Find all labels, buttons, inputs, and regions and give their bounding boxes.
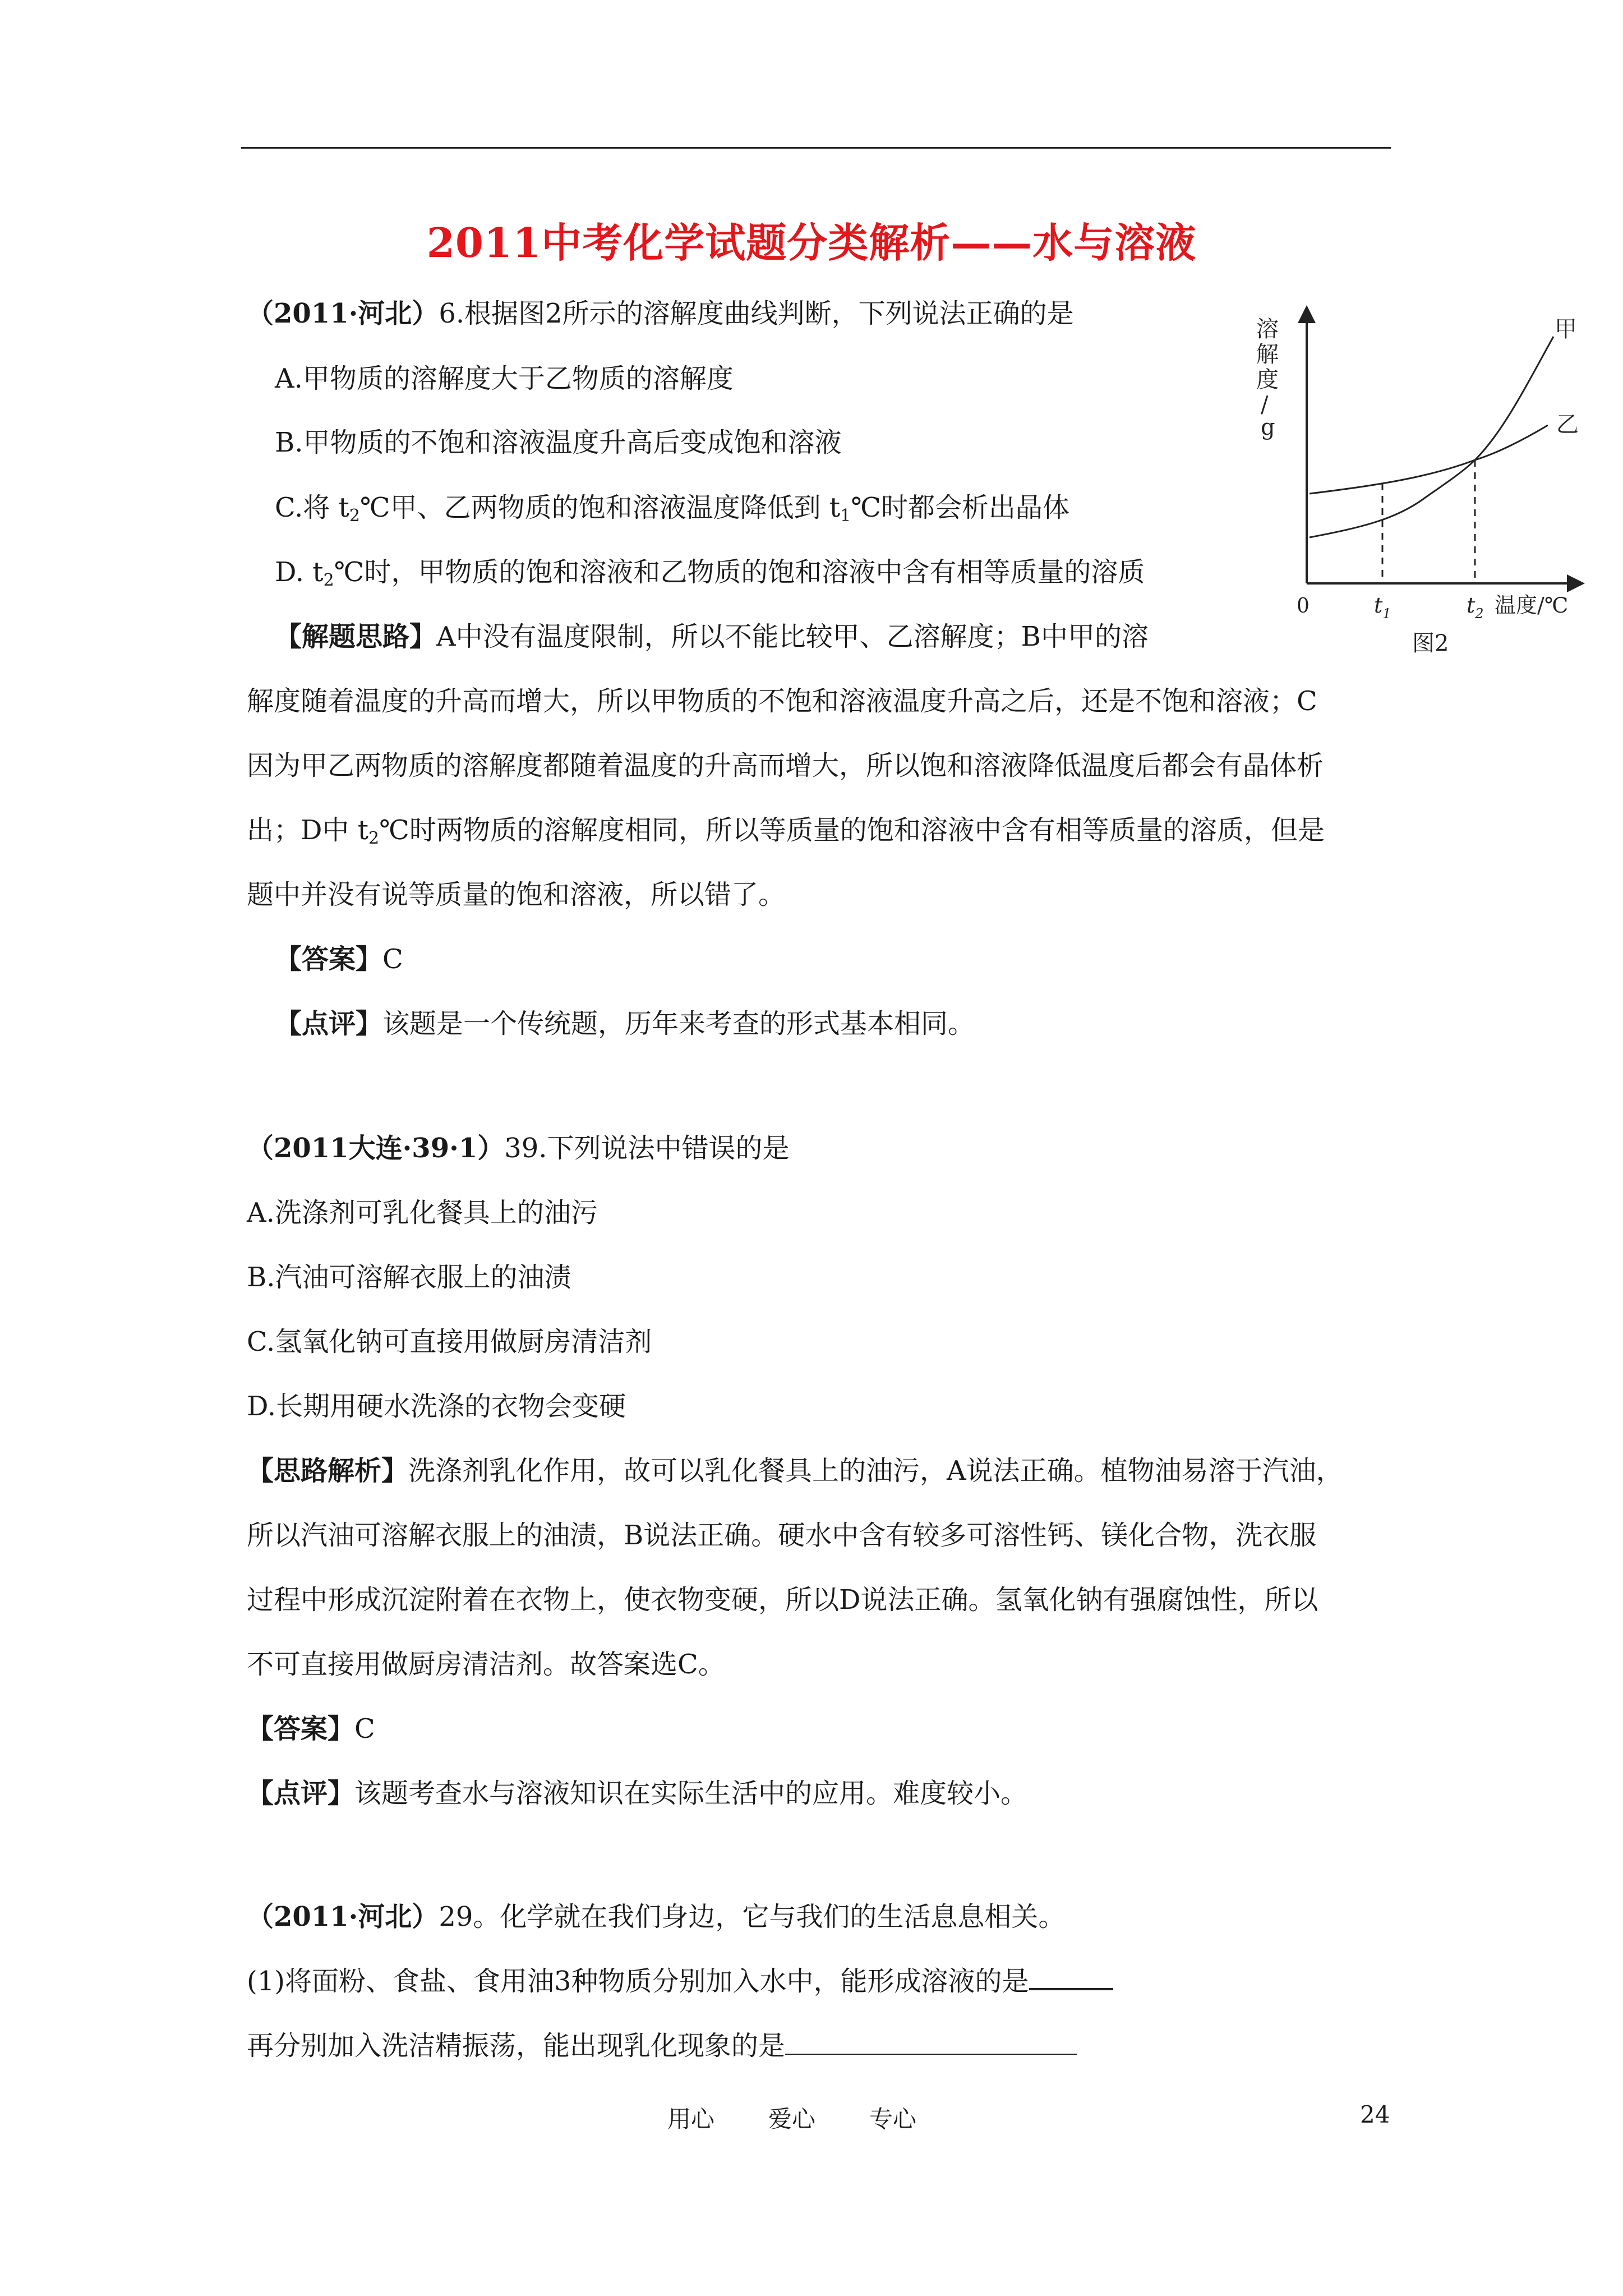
footer-motto-2: 爱心	[768, 2105, 816, 2133]
curve-yi	[1310, 425, 1548, 494]
curve-jia	[1310, 337, 1553, 537]
series-jia-label: 甲	[1555, 316, 1577, 342]
q2-option-a: A.洗涤剂可乳化餐具上的油污	[247, 1197, 598, 1228]
q3-part-1: (1)将面粉、食盐、食用油3种物质分别加入水中，能形成溶液的是	[247, 1963, 1113, 1999]
q1-analysis-line-4: 出；D中 $t_2℃$时两物质的溶解度相同，所以等质量的饱和溶液中含有相等质量的溶质，但是	[247, 815, 1325, 848]
footer-motto-1: 用心	[667, 2105, 715, 2133]
q2-answer: 【答案】C	[247, 1713, 375, 1745]
q1-analysis-line-3: 因为甲乙两物质的溶解度都随着温度的升高而增大，所以饱和溶液降低温度后都会有晶体析	[247, 750, 1324, 781]
figure-caption: 图2	[1412, 631, 1449, 656]
q2-stem: （2011大连·39·1）39.下列说法中错误的是	[247, 1133, 790, 1164]
answer-blank-1[interactable]	[1029, 1966, 1113, 1990]
origin-label: 0	[1297, 595, 1310, 618]
ylabel-char-5: g	[1261, 415, 1275, 440]
q1-answer: 【答案】C	[275, 944, 403, 975]
ylabel-char-3: 度	[1256, 367, 1279, 393]
footer-motto-3: 专心	[869, 2105, 917, 2133]
answer-blank-2[interactable]	[785, 2031, 1077, 2055]
q3-stem: （2011·河北）29。化学就在我们身边，它与我们的生活息息相关。	[247, 1901, 1066, 1932]
ylabel-char-1: 溶	[1256, 316, 1279, 342]
ylabel-char-4: /	[1261, 392, 1269, 418]
t2-label: $t_2$	[1467, 593, 1484, 622]
page-number: 24	[1360, 2101, 1390, 2128]
q1-source: （2011·河北）	[247, 298, 439, 329]
q2-analysis-line-4: 不可直接用做厨房清洁剂。故答案选C。	[247, 1649, 725, 1680]
q1-option-c: C.将 $t_2℃$甲、乙两物质的饱和溶液温度降低到 $t_1℃$时都会析出晶体	[275, 492, 1069, 526]
q3-part-1-continued: 再分别加入洗洁精振荡，能出现乳化现象的是	[247, 2028, 1077, 2064]
q2-analysis-line-1: 【思路解析】洗涤剂乳化作用，故可以乳化餐具上的油污，A说法正确。植物油易溶于汽油，	[247, 1455, 1343, 1487]
page-title: 2011中考化学试题分类解析——水与溶液	[426, 219, 1197, 266]
ylabel-char-2: 解	[1256, 342, 1279, 367]
x-axis-label: 温度/℃	[1495, 593, 1569, 618]
q1-analysis-line-2: 解度随着温度的升高而增大，所以甲物质的不饱和溶液温度升高之后，还是不饱和溶液；C	[247, 685, 1317, 717]
q1-stem: （2011·河北）6.根据图2所示的溶解度曲线判断，下列说法正确的是	[247, 298, 1074, 329]
q2-analysis-line-2: 所以汽油可溶解衣服上的油渍，B说法正确。硬水中含有较多可溶性钙、镁化合物，洗衣服	[247, 1520, 1317, 1551]
q1-option-a: A.甲物质的溶解度大于乙物质的溶解度	[275, 363, 734, 394]
series-yi-label: 乙	[1556, 412, 1579, 438]
solubility-curve-figure	[1234, 292, 1598, 662]
q1-option-b: B.甲物质的不饱和溶液温度升高后变成饱和溶液	[275, 427, 842, 458]
t1-label: $t_1$	[1374, 593, 1391, 622]
q1-comment: 【点评】该题是一个传统题，历年来考查的形式基本相同。	[275, 1008, 975, 1039]
q2-analysis-line-3: 过程中形成沉淀附着在衣物上，使衣物变硬，所以D说法正确。氢氧化钠有强腐蚀性，所以	[247, 1584, 1318, 1616]
q1-analysis-line-1: 【解题思路】A中没有温度限制，所以不能比较甲、乙溶解度；B中甲的溶	[275, 621, 1149, 652]
q2-option-d: D.长期用硬水洗涤的衣物会变硬	[247, 1391, 626, 1422]
q1-option-d: D. $t_2℃$时，甲物质的饱和溶液和乙物质的饱和溶液中含有相等质量的溶质	[275, 556, 1145, 590]
q1-analysis-line-5: 题中并没有说等质量的饱和溶液，所以错了。	[247, 879, 786, 910]
q2-option-c: C.氢氧化钠可直接用做厨房清洁剂	[247, 1326, 652, 1358]
q2-comment: 【点评】该题考查水与溶液知识在实际生活中的应用。难度较小。	[247, 1778, 1028, 1809]
q2-option-b: B.汽油可溶解衣服上的油渍	[247, 1262, 571, 1293]
header-rule	[241, 147, 1391, 149]
